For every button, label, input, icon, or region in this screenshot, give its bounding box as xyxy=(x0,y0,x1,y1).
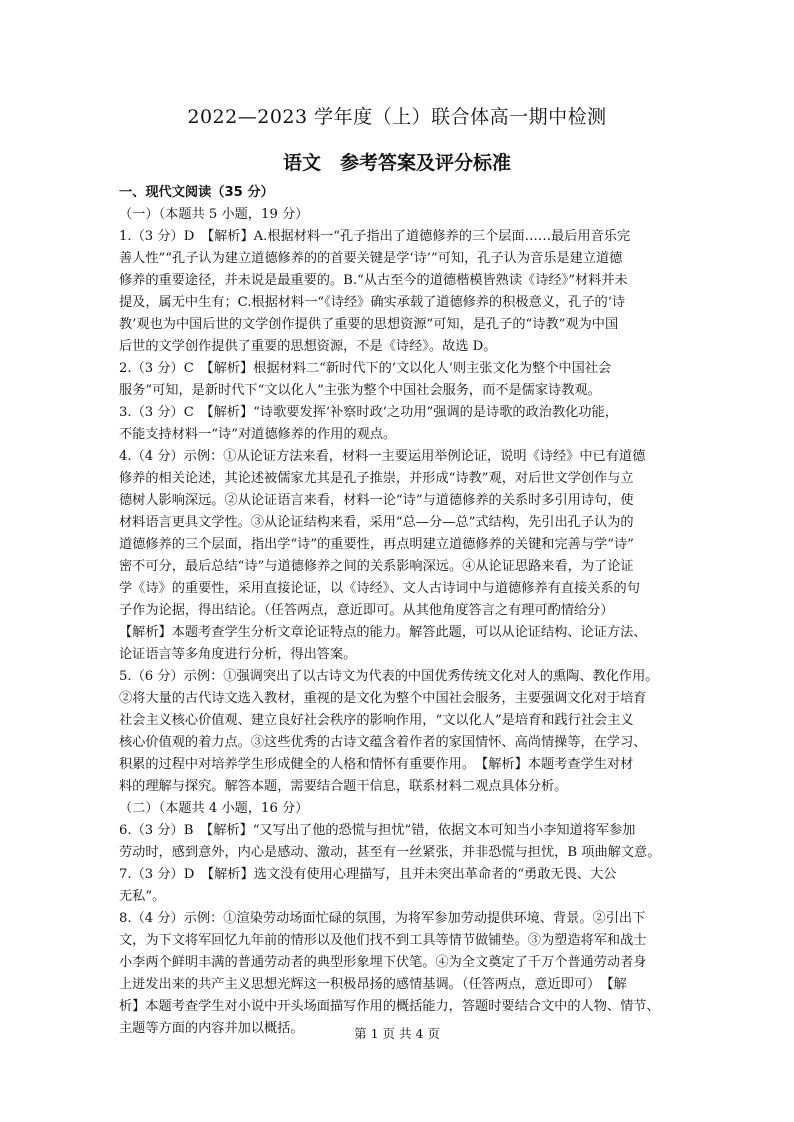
text-line: 积累的过程中对培养学生形成健全的人格和情怀有重要作用。 【解析】本题考查学生对材 xyxy=(119,757,634,772)
text-line: 善人性”“孔子认为建立道德修养的的首要关键是学‘诗’”可知，孔子认为音乐是建立道德 xyxy=(119,251,623,266)
text-line: ②将大量的古代诗文选入教材，重视的是文化为整个中国社会服务，主要强调文化对于培育 xyxy=(119,691,647,706)
document-subtitle: 语文 参考答案及评分标准 xyxy=(282,152,511,174)
text-line: 2.（3 分）C 【解析】根据材料二“新时代下的‘文以化人’则主张文化为整个中国社会 xyxy=(119,361,612,376)
text-line: 修养的重要途径，并未说是最重要的。B.“从古至今的道德楷模皆熟读《诗经》”材料并未 xyxy=(119,273,628,288)
text-line: 道德修养的三个层面，指出学“诗”的重要性，再点明建立道德修养的关键和完善与学“诗” xyxy=(119,537,634,552)
section-heading: 一、现代文阅读（35 分） xyxy=(119,185,274,200)
text-line: 6.（3 分）B 【解析】“又写出了他的恐慌与担忧”错，依据文本可知当小李知道将军参加 xyxy=(119,823,636,838)
text-line: 7.（3 分）D 【解析】选文没有使用心理描写，且并未突出革命者的“勇敢无畏、大公 xyxy=(119,867,617,882)
text-line: 德树人影响深远。②从论证语言来看，材料一论“诗”与道德修养的关系时多引用诗句，使 xyxy=(119,493,634,508)
text-line: 劳动时，感到意外，内心是感动、激动，甚至有一丝紧张，并非恐慌与担忧，B 项曲解文意。 xyxy=(119,845,661,860)
text-line: 材料语言更具文学性。③从论证结构来看，采用“总—分—总”式结构，先引出孔子认为的 xyxy=(119,515,634,530)
text-line: 学《诗》的重要性，采用直接论证，以《诗经》、文人古诗词中与道德修养有直接关系的句 xyxy=(119,581,640,596)
text-line: 上迸发出来的共产主义思想光辉这一积极昂扬的感情基调。（任答两点，意近即可） 【解 xyxy=(119,977,627,992)
text-line: 文，为下文将军回忆九年前的情形以及他们找不到工具等情节做铺垫。③为塑造将军和战士 xyxy=(119,933,647,948)
text-line: 子作为论据，得出结论。（任答两点，意近即可。从其他角度答言之有理可酌情给分） xyxy=(119,603,614,618)
text-line: 主题等方面的内容并加以概括。 xyxy=(119,1021,304,1036)
text-line: 论证语言等多角度进行分析，得出答案。 xyxy=(119,647,357,662)
document-title: 2022—2023 学年度（上）联合体高一期中检测 xyxy=(187,106,607,128)
subsection-heading: （二）（本题共 4 小题，16 分） xyxy=(119,801,309,816)
subsection-heading: （一）（本题共 5 小题，19 分） xyxy=(119,207,309,222)
text-line: 析】本题考查学生对小说中开头场面描写作用的概括能力，答题时要结合文中的人物、情节、 xyxy=(119,999,660,1014)
text-line: 料的理解与探究。解答本题，需要结合题干信息，联系材料二观点具体分析。 xyxy=(119,779,568,794)
text-line: 教’观也为中国后世的文学创作提供了重要的思想资源”可知，是孔子的“诗教”观为中国 xyxy=(119,317,619,332)
text-line: 3.（3 分）C 【解析】“诗歌要发挥‘补察时政’之功用”强调的是诗歌的政治教化功能， xyxy=(119,405,618,420)
text-line: 无私”。 xyxy=(119,889,166,904)
text-line: 4.（4 分）示例：①从论证方法来看，材料一主要运用举例论证，说明《诗经》中已有道德 xyxy=(119,449,646,464)
text-line: 服务”可知，是新时代下“文以化人”主张为整个中国社会服务，而不是儒家诗教观。 xyxy=(119,383,601,398)
text-line: 8.（4 分）示例：①渲染劳动场面忙碌的氛围，为将军参加劳动提供环境、背景。②引出下 xyxy=(119,911,646,926)
text-line: 社会主义核心价值观、建立良好社会秩序的影响作用，“文以化人”是培育和践行社会主义 xyxy=(119,713,634,728)
text-line: 核心价值观的着力点。③这些优秀的古诗文蕴含着作者的家国情怀、高尚情操等，在学习、 xyxy=(119,735,647,750)
answer-content xyxy=(119,182,689,1040)
text-line: 小李两个鲜明丰满的普通劳动者的典型形象埋下伏笔。④为全文奠定了千万个普通劳动者身 xyxy=(119,955,647,970)
text-line: 【解析】本题考查学生分析文章论证特点的能力。解答此题，可以从论证结构、论证方法、 xyxy=(119,625,647,640)
text-line: 修养的相关论述，其论述被儒家尤其是孔子推崇，并形成“诗教”观，对后世文学创作与立 xyxy=(119,471,634,486)
text-line: 后世的文学创作提供了重要的思想资源，不是《诗经》。故选 D。 xyxy=(119,339,497,354)
text-line: 提及，属无中生有；C.根据材料一“《诗经》确实承载了道德修养的积极意义，孔子的‘诗 xyxy=(119,295,626,310)
text-line: 不能支持材料一“诗”对道德修养的作用的观点。 xyxy=(119,427,397,442)
text-line: 5.（6 分）示例：①强调突出了以古诗文为代表的中国优秀传统文化对人的熏陶、教化作用。 xyxy=(119,669,659,684)
text-line: 密不可分，最后总结“诗”与道德修养之间的关系影响深远。④从论证思路来看，为了论证 xyxy=(119,559,634,574)
text-line: 1.（3 分）D 【解析】A.根据材料一“孔子指出了道德修养的三个层面……最后用音乐完 xyxy=(119,229,631,244)
page-footer: 第 1 页 共 4 页 xyxy=(354,1026,440,1041)
